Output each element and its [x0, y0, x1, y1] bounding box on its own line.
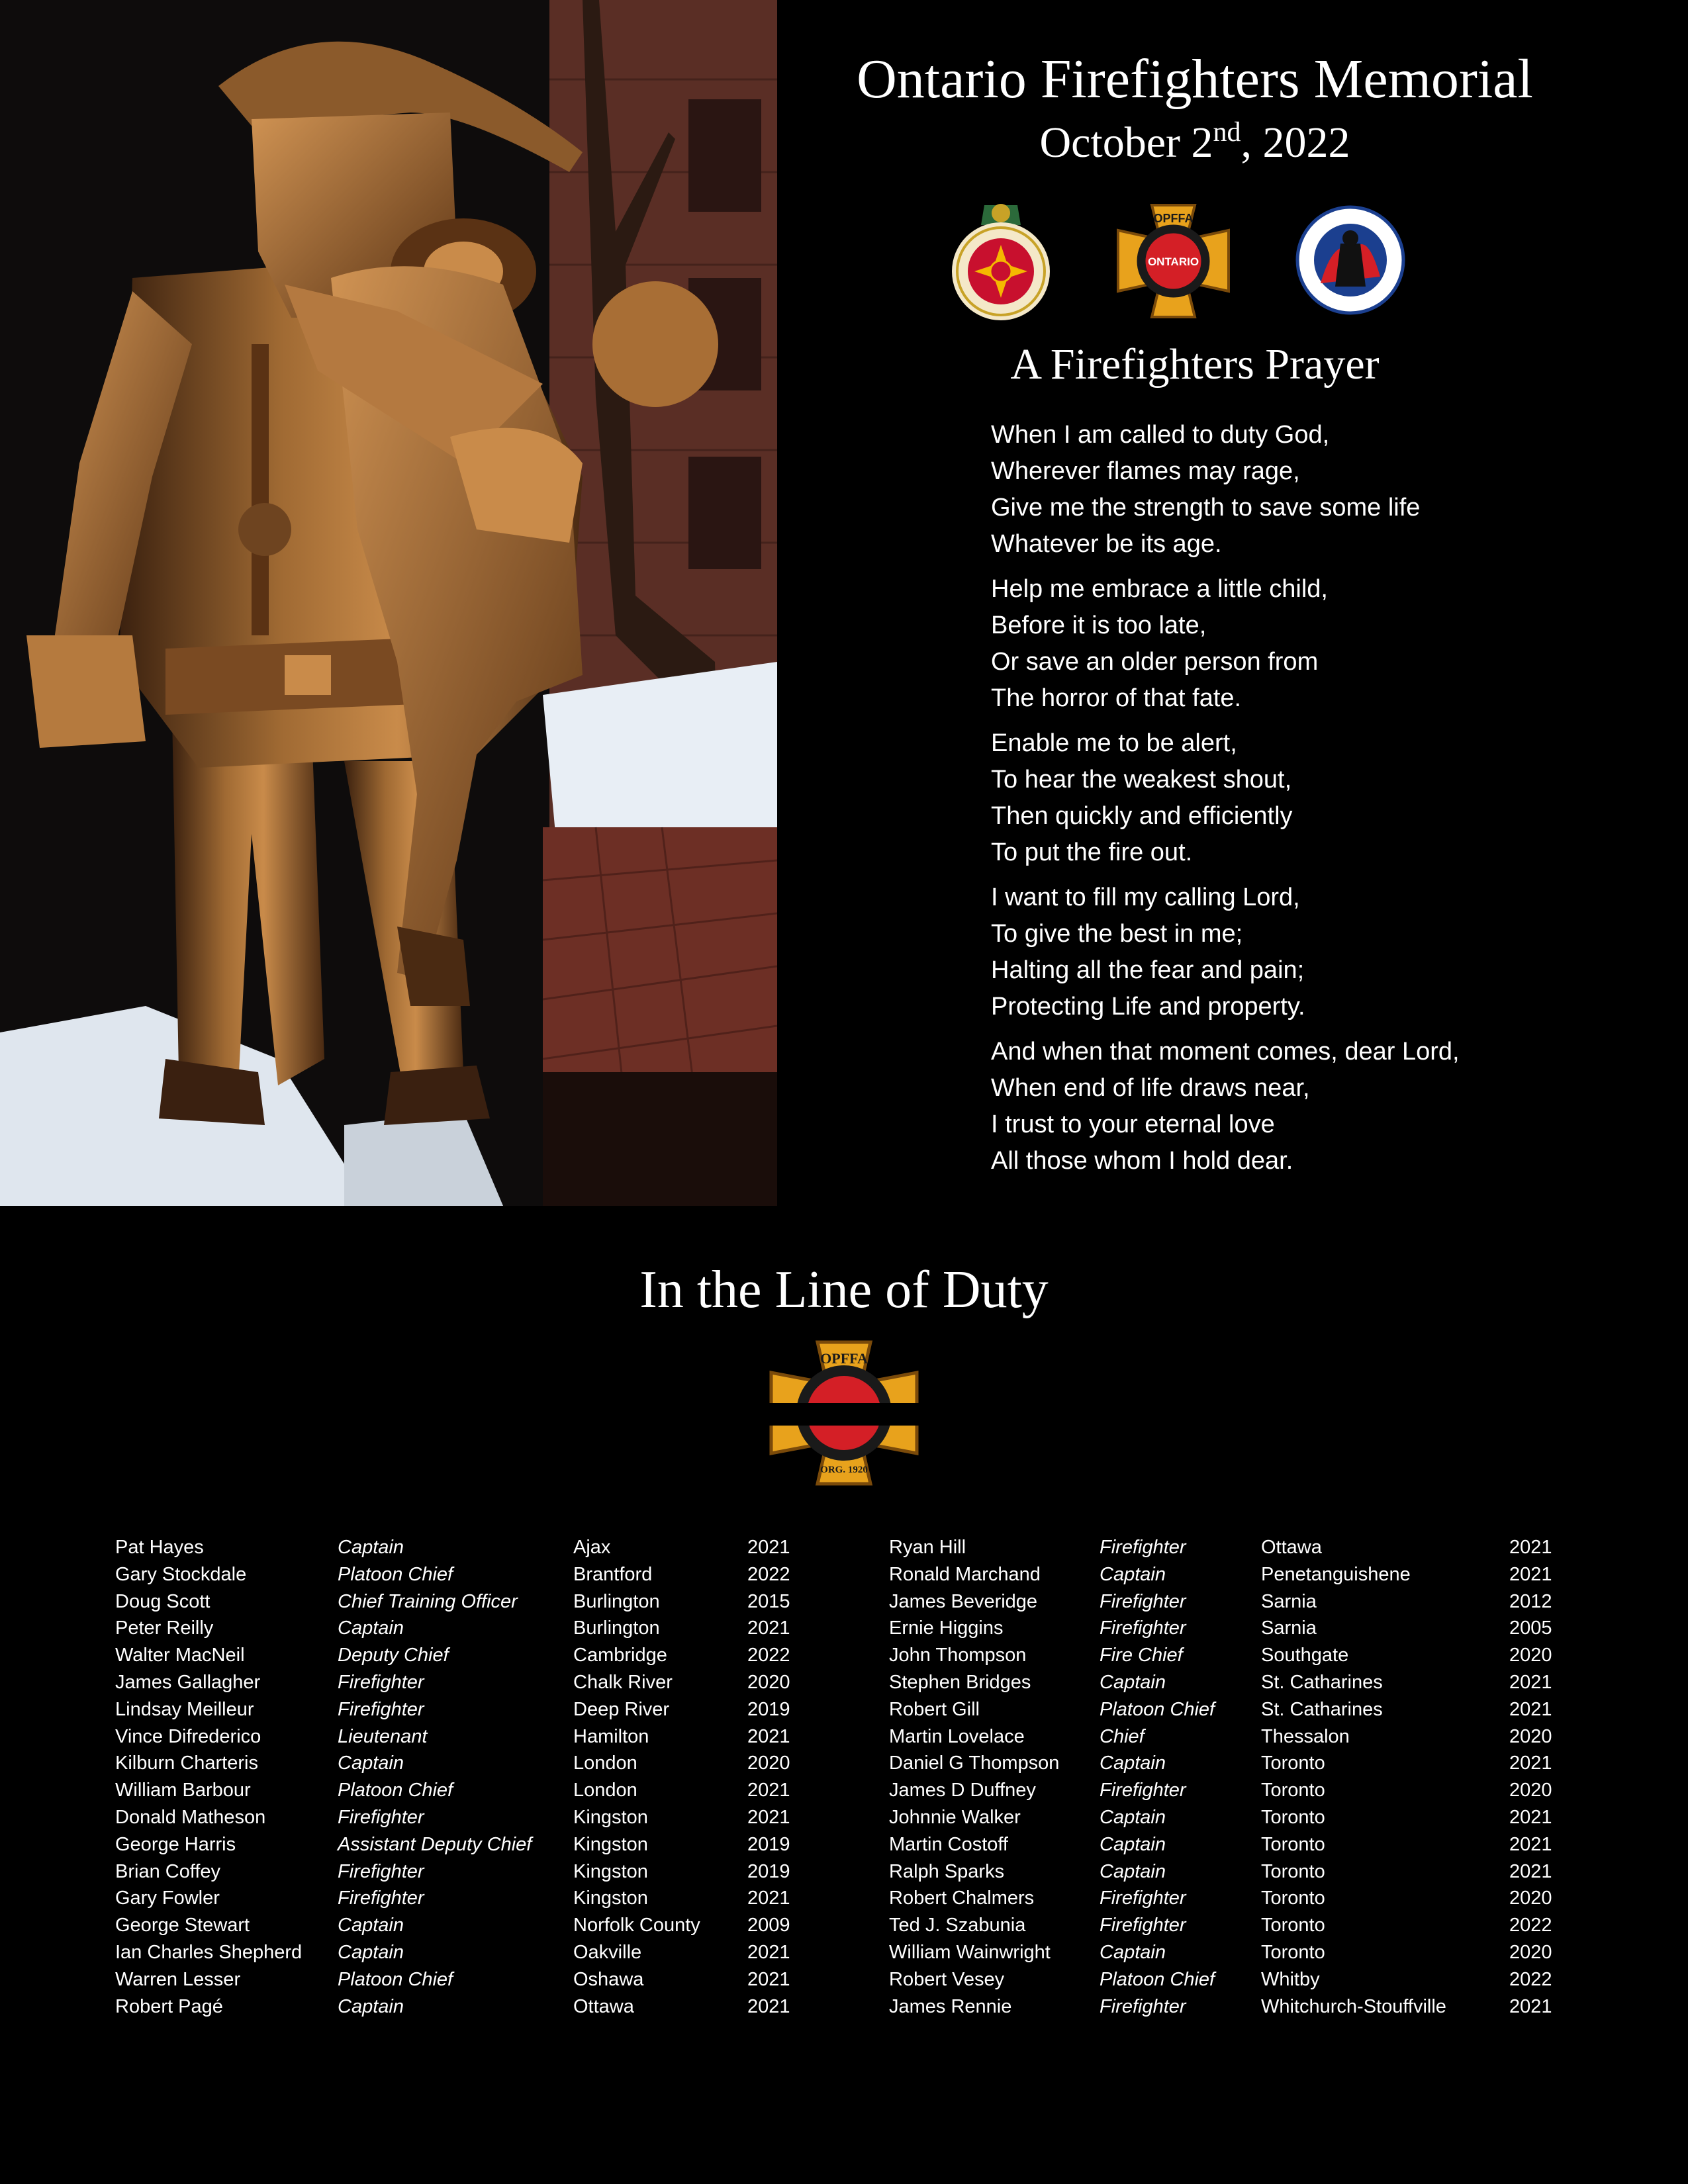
roster-year: 2019	[747, 1698, 790, 1720]
roster-place: Burlington	[573, 1590, 660, 1612]
prayer-line: I want to fill my calling Lord,	[991, 884, 1300, 911]
roster-place: Toronto	[1261, 1806, 1325, 1828]
roster-row	[889, 1939, 1558, 1966]
roster-year: 2019	[747, 1833, 790, 1855]
prayer-stanza	[991, 571, 1587, 717]
roster-place: Ottawa	[573, 1995, 634, 2017]
roster-rank: Captain	[1100, 1806, 1166, 1828]
roster-rank: Chief	[1100, 1725, 1145, 1747]
roster-place: Whitchurch-Stouffville	[1261, 1995, 1446, 2017]
roster-year: 2012	[1509, 1590, 1552, 1612]
roster-year: 2021	[747, 1537, 790, 1558]
roster-year: 2020	[1509, 1725, 1552, 1747]
roster-rank: Captain	[338, 1995, 404, 2017]
roster-rank: Platoon Chief	[1100, 1698, 1215, 1720]
roster-place: Toronto	[1261, 1941, 1325, 1963]
roster-rank: Platoon Chief	[1100, 1968, 1215, 1990]
roster-name: Lindsay Meilleur	[115, 1698, 254, 1720]
roster-place: Toronto	[1261, 1752, 1325, 1774]
roster-place: Ottawa	[1261, 1537, 1322, 1558]
roster-name: Robert Vesey	[889, 1968, 1005, 1990]
roster-row	[889, 1669, 1558, 1696]
roster-place: Thessalon	[1261, 1725, 1350, 1747]
roster-row	[115, 1723, 804, 1751]
roster-row	[889, 1588, 1558, 1615]
roster-place: Whitby	[1261, 1968, 1320, 1990]
roster-name: Robert Gill	[889, 1698, 980, 1720]
roster-name: Warren Lesser	[115, 1968, 241, 1990]
roster-year: 2021	[747, 1806, 790, 1828]
roster-name: Peter Reilly	[115, 1617, 214, 1639]
roster-name: Stephen Bridges	[889, 1671, 1031, 1693]
roster-name: Ryan Hill	[889, 1537, 966, 1558]
roster-row	[889, 1561, 1558, 1588]
roster-row	[115, 1939, 804, 1966]
roster-year: 2021	[1509, 1860, 1552, 1882]
roster-year: 2021	[1509, 1698, 1552, 1720]
prayer-line: Whatever be its age.	[991, 530, 1222, 558]
roster-row	[889, 1885, 1558, 1912]
roster-place: Oakville	[573, 1941, 642, 1963]
oppfa-mourning-crest-icon	[765, 1337, 923, 1492]
prayer-line: Give me the strength to save some life	[991, 494, 1421, 522]
roster-rank: Firefighter	[338, 1671, 424, 1693]
roster-place: Kingston	[573, 1860, 648, 1882]
roster-rank: Captain	[338, 1941, 404, 1963]
prayer-line: To put the fire out.	[991, 839, 1193, 866]
prayer-line: Enable me to be alert,	[991, 729, 1237, 757]
roster-year: 2020	[1509, 1645, 1552, 1666]
roster-year: 2021	[1509, 1995, 1552, 2017]
roster-rank: Captain	[338, 1537, 404, 1558]
roster-name: Ted J. Szabunia	[889, 1915, 1026, 1936]
roster-year: 2020	[1509, 1888, 1552, 1909]
roster-rank: Chief Training Officer	[338, 1590, 518, 1612]
roster-name: James D Duffney	[889, 1780, 1036, 1801]
roster-place: Kingston	[573, 1888, 648, 1909]
roster-place: Kingston	[573, 1806, 648, 1828]
roster-name: William Barbour	[115, 1780, 251, 1801]
firefighter-statue-photo	[0, 0, 777, 1206]
roster-year: 2021	[747, 1617, 790, 1639]
memorial-date	[777, 119, 1613, 167]
prayer-line: All those whom I hold dear.	[991, 1147, 1293, 1175]
roster-rank: Firefighter	[338, 1888, 424, 1909]
roster-row	[115, 1696, 804, 1723]
prayer-line: Help me embrace a little child,	[991, 575, 1328, 603]
roster-rank: Firefighter	[1100, 1537, 1186, 1558]
roster-name: James Rennie	[889, 1995, 1012, 2017]
roster-name: William Wainwright	[889, 1941, 1051, 1963]
roster-place: Burlington	[573, 1617, 660, 1639]
roster-row	[115, 1885, 804, 1912]
prayer-stanza	[991, 880, 1587, 1025]
roster-year: 2022	[747, 1645, 790, 1666]
roster-place: Chalk River	[573, 1671, 673, 1693]
line-of-duty-title: In the Line of Duty	[639, 1261, 1049, 1319]
roster-rank: Captain	[338, 1617, 404, 1639]
roster-rank: Captain	[1100, 1563, 1166, 1585]
prayer-stanza	[991, 417, 1587, 563]
prayer-text	[991, 417, 1587, 1188]
date-main: October 2	[1039, 118, 1213, 167]
roster-row	[115, 1858, 804, 1886]
roster-place: Toronto	[1261, 1780, 1325, 1801]
roster-rank: Captain	[1100, 1860, 1166, 1882]
roster-year: 2021	[747, 1725, 790, 1747]
roster-place: Cambridge	[573, 1645, 667, 1666]
roster-name: Gary Stockdale	[115, 1563, 247, 1585]
roster-place: London	[573, 1780, 637, 1801]
roster-place: Sarnia	[1261, 1590, 1317, 1612]
roster-rank: Captain	[338, 1752, 404, 1774]
roster-name: Martin Costoff	[889, 1833, 1008, 1855]
roster-rank: Firefighter	[1100, 1888, 1186, 1909]
roster-year: 2022	[1509, 1915, 1552, 1936]
roster-left	[115, 1534, 804, 2020]
roster-place: London	[573, 1752, 637, 1774]
roster-row	[115, 1777, 804, 1804]
roster-row	[889, 1912, 1558, 1939]
roster-row	[115, 1912, 804, 1939]
roster-rank: Firefighter	[1100, 1915, 1186, 1936]
roster-row	[115, 1831, 804, 1858]
roster-year: 2020	[747, 1671, 790, 1693]
prayer-line: Before it is too late,	[991, 612, 1207, 639]
roster-year: 2020	[747, 1752, 790, 1774]
roster-year: 2021	[747, 1780, 790, 1801]
roster-place: Penetanguishene	[1261, 1563, 1411, 1585]
roster-name: George Stewart	[115, 1915, 250, 1936]
roster-year: 2015	[747, 1590, 790, 1612]
roster-place: Norfolk County	[573, 1915, 700, 1936]
roster-place: Ajax	[573, 1537, 611, 1558]
roster-row	[115, 1534, 804, 1561]
roster-row	[889, 1696, 1558, 1723]
roster-name: James Beveridge	[889, 1590, 1038, 1612]
roster-rank: Firefighter	[1100, 1995, 1186, 2017]
roster-rank: Captain	[1100, 1833, 1166, 1855]
roster-year: 2022	[1509, 1968, 1552, 1990]
roster-year: 2021	[1509, 1563, 1552, 1585]
roster-place: St. Catharines	[1261, 1671, 1383, 1693]
roster-name: Robert Pagé	[115, 1995, 223, 2017]
roster-row	[115, 1615, 804, 1642]
roster-rank: Captain	[1100, 1671, 1166, 1693]
roster-place: Oshawa	[573, 1968, 644, 1990]
roster-year: 2021	[1509, 1671, 1552, 1693]
roster-year: 2021	[747, 1968, 790, 1990]
roster-row	[889, 1966, 1558, 1993]
prayer-line: And when that moment comes, dear Lord,	[991, 1038, 1460, 1066]
roster-place: Brantford	[573, 1563, 653, 1585]
roster-row	[889, 1750, 1558, 1777]
roster-row	[889, 1723, 1558, 1751]
roster-year: 2021	[1509, 1833, 1552, 1855]
roster-rank: Firefighter	[1100, 1617, 1186, 1639]
prayer-stanza	[991, 725, 1587, 871]
roster-right	[889, 1534, 1558, 2020]
prayer-line: To give the best in me;	[991, 920, 1243, 948]
roster-name: Daniel G Thompson	[889, 1752, 1060, 1774]
roster-place: Toronto	[1261, 1833, 1325, 1855]
roster-rank: Assistant Deputy Chief	[338, 1833, 532, 1855]
roster-place: Kingston	[573, 1833, 648, 1855]
roster-rank: Captain	[1100, 1941, 1166, 1963]
roster-rank: Firefighter	[338, 1806, 424, 1828]
roster-year: 2005	[1509, 1617, 1552, 1639]
roster-name: Martin Lovelace	[889, 1725, 1025, 1747]
roster-rank: Lieutenant	[338, 1725, 428, 1747]
roster-name: Ian Charles Shepherd	[115, 1941, 303, 1963]
prayer-line: Protecting Life and property.	[991, 993, 1305, 1021]
prayer-line: Or save an older person from	[991, 648, 1319, 676]
roster-place: Southgate	[1261, 1645, 1349, 1666]
roster-row	[115, 1750, 804, 1777]
roster-row	[115, 1642, 804, 1669]
prayer-line: The horror of that fate.	[991, 684, 1242, 712]
svg-text:OPFFA: OPFFA	[820, 1350, 868, 1367]
roster-year: 2021	[1509, 1537, 1552, 1558]
roster-name: Ralph Sparks	[889, 1860, 1005, 1882]
roster-name: Kilburn Charteris	[115, 1752, 258, 1774]
roster-row	[115, 1993, 804, 2021]
roster-rank: Platoon Chief	[338, 1968, 453, 1990]
prayer-line: To hear the weakest shout,	[991, 766, 1292, 794]
roster-place: Sarnia	[1261, 1617, 1317, 1639]
roster-rank: Fire Chief	[1100, 1645, 1183, 1666]
roster-row	[889, 1993, 1558, 2021]
roster-row	[889, 1642, 1558, 1669]
roster-row	[115, 1804, 804, 1831]
roster-year: 2019	[747, 1860, 790, 1882]
roster-name: George Harris	[115, 1833, 236, 1855]
prayer-line: I trust to your eternal love	[991, 1111, 1275, 1138]
prayer-line: Halting all the fear and pain;	[991, 956, 1305, 984]
roster-rank: Captain	[338, 1915, 404, 1936]
prayer-line: Then quickly and efficiently	[991, 802, 1293, 830]
roster-name: Robert Chalmers	[889, 1888, 1035, 1909]
prayer-line: When I am called to duty God,	[991, 421, 1330, 449]
roster-row	[889, 1831, 1558, 1858]
date-suffix: nd	[1213, 117, 1241, 148]
prayer-line: Wherever flames may rage,	[991, 457, 1300, 485]
roster-row	[889, 1534, 1558, 1561]
roster-name: Pat Hayes	[115, 1537, 204, 1558]
roster-row	[115, 1588, 804, 1615]
roster-year: 2021	[747, 1888, 790, 1909]
roster-name: Ernie Higgins	[889, 1617, 1004, 1639]
roster-row	[115, 1966, 804, 1993]
roster-place: Toronto	[1261, 1915, 1325, 1936]
prayer-title: A Firefighters Prayer	[1010, 340, 1380, 388]
roster-rank: Platoon Chief	[338, 1563, 453, 1585]
svg-text:OPFFA: OPFFA	[1153, 212, 1194, 225]
roster-rank: Platoon Chief	[338, 1780, 453, 1801]
roster-year: 2022	[747, 1563, 790, 1585]
roster-rank: Firefighter	[1100, 1590, 1186, 1612]
roster-name: Vince Difrederico	[115, 1725, 261, 1747]
roster-rank: Firefighter	[338, 1860, 424, 1882]
roster-row	[889, 1858, 1558, 1886]
roster-year: 2021	[747, 1941, 790, 1963]
oppfa-maltese-cross-icon	[1112, 200, 1235, 326]
roster-name: Walter MacNeil	[115, 1645, 245, 1666]
roster-name: Doug Scott	[115, 1590, 211, 1612]
roster-place: St. Catharines	[1261, 1698, 1383, 1720]
roster-year: 2021	[1509, 1752, 1552, 1774]
roster-place: Hamilton	[573, 1725, 649, 1747]
roster-row	[115, 1561, 804, 1588]
date-year: , 2022	[1241, 118, 1350, 167]
roster-row	[889, 1615, 1558, 1642]
roster-place: Toronto	[1261, 1888, 1325, 1909]
roster-year: 2021	[1509, 1806, 1552, 1828]
roster-year: 2009	[747, 1915, 790, 1936]
roster-year: 2021	[747, 1995, 790, 2017]
roster-rank: Captain	[1100, 1752, 1166, 1774]
prayer-stanza	[991, 1034, 1587, 1179]
roster-row	[889, 1804, 1558, 1831]
svg-text:ORG. 1920: ORG. 1920	[820, 1465, 868, 1475]
fire-fighters-association-seal-icon	[1294, 204, 1407, 320]
svg-text:ONTARIO: ONTARIO	[1147, 255, 1199, 268]
roster-name: Gary Fowler	[115, 1888, 220, 1909]
roster-name: Donald Matheson	[115, 1806, 266, 1828]
roster-year: 2020	[1509, 1780, 1552, 1801]
roster-rank: Deputy Chief	[338, 1645, 449, 1666]
roster-place: Deep River	[573, 1698, 670, 1720]
roster-name: Johnnie Walker	[889, 1806, 1021, 1828]
roster-place: Toronto	[1261, 1860, 1325, 1882]
fire-service-crest-icon	[948, 199, 1054, 324]
prayer-line: When end of life draws near,	[991, 1074, 1310, 1102]
roster-row	[115, 1669, 804, 1696]
roster-name: James Gallagher	[115, 1671, 261, 1693]
roster-rank: Firefighter	[338, 1698, 424, 1720]
roster-row	[889, 1777, 1558, 1804]
roster-name: Ronald Marchand	[889, 1563, 1041, 1585]
memorial-title: Ontario Firefighters Memorial	[857, 48, 1533, 110]
roster-rank: Firefighter	[1100, 1780, 1186, 1801]
roster-name: John Thompson	[889, 1645, 1027, 1666]
roster-name: Brian Coffey	[115, 1860, 221, 1882]
roster-year: 2020	[1509, 1941, 1552, 1963]
